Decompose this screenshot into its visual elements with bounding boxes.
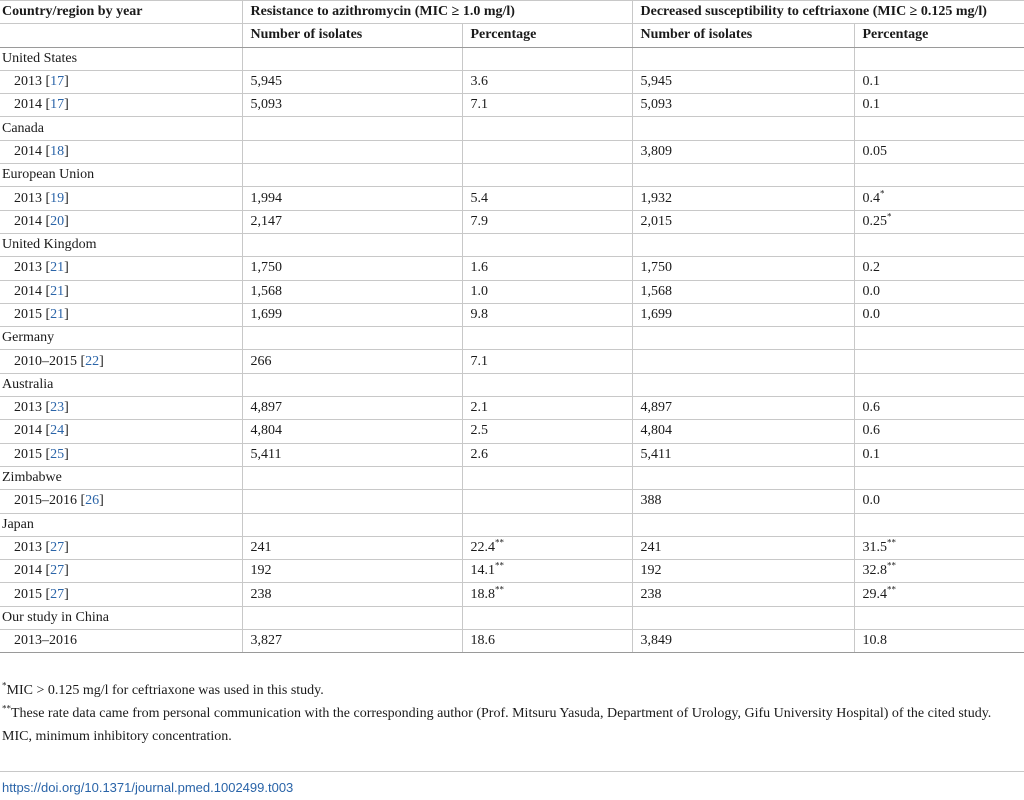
bracket: [ (42, 260, 51, 276)
percentage-value: 7.1 (470, 353, 488, 369)
ceftriaxone-percentage-cell (854, 583, 1024, 606)
azithromycin-isolates-cell: 5,411 (242, 443, 462, 466)
bracket: [ (42, 400, 51, 416)
footnote-1-text: MIC > 0.125 mg/l for ceftriaxone was used in this study. (6, 683, 324, 698)
table-body (0, 47, 1024, 653)
table-row (0, 210, 1024, 233)
footnote-mark: ** (887, 560, 896, 571)
year-text: 2015–2016 (14, 493, 77, 509)
azithromycin-percentage-cell (462, 420, 632, 443)
percentage-value: 18.8 (470, 586, 495, 602)
footnote-1 (2, 679, 1020, 702)
empty-cell (462, 606, 632, 629)
ceftriaxone-percentage-cell (854, 630, 1024, 653)
azithromycin-isolates-cell: 5,093 (242, 94, 462, 117)
ceftriaxone-isolates-cell: 4,897 (632, 397, 854, 420)
ceftriaxone-isolates-cell: 1,750 (632, 257, 854, 280)
azithromycin-percentage-cell (462, 397, 632, 420)
bracket: ] (64, 307, 69, 322)
empty-cell (854, 164, 1024, 187)
region-label: United Kingdom (0, 233, 242, 256)
bracket: ] (64, 213, 69, 229)
footnote-mark: * (887, 211, 892, 222)
bracket: [ (42, 539, 51, 555)
year-cell (0, 257, 242, 280)
footnote-2 (2, 702, 1020, 725)
bracket: ] (64, 97, 69, 113)
bracket: [ (42, 283, 51, 299)
year-cell (0, 630, 242, 653)
ceftriaxone-isolates-cell: 1,699 (632, 303, 854, 326)
percentage-value: 2.5 (470, 423, 488, 439)
percentage-value: 0.1 (862, 74, 880, 90)
azithromycin-percentage-cell (462, 536, 632, 559)
year-cell (0, 70, 242, 93)
year-text: 2013–2016 (14, 633, 77, 649)
bracket: [ (77, 493, 86, 509)
bracket: ] (64, 190, 69, 206)
footnote-mark: ** (495, 537, 504, 548)
citation-ref: 21 (50, 283, 65, 299)
azithromycin-percentage-cell (462, 280, 632, 303)
country-column-header: Country/region by year (0, 1, 242, 24)
divider (0, 771, 1024, 772)
citation-ref: 21 (50, 260, 65, 276)
bracket: [ (42, 74, 51, 90)
bracket: ] (64, 260, 69, 276)
empty-cell (462, 327, 632, 350)
table-row (0, 490, 1024, 513)
ceftriaxone-percentage-cell (854, 560, 1024, 583)
empty-cell (242, 513, 462, 536)
empty-cell (242, 373, 462, 396)
ceftriaxone-isolates-cell: 3,849 (632, 630, 854, 653)
bracket: [ (42, 446, 51, 462)
ceftriaxone-percentage-cell (854, 350, 1024, 373)
empty-cell (632, 233, 854, 256)
ceftriaxone-isolates-cell: 5,945 (632, 70, 854, 93)
azithromycin-percentage-cell (462, 210, 632, 233)
azithromycin-isolates-cell: 4,897 (242, 397, 462, 420)
azithromycin-isolates-cell: 5,945 (242, 70, 462, 93)
ceftriaxone-isolates-cell: 388 (632, 490, 854, 513)
azithromycin-percentage-cell (462, 350, 632, 373)
table-group-row (0, 606, 1024, 629)
bracket: ] (64, 74, 69, 90)
empty-header-cell (0, 24, 242, 47)
empty-cell (242, 164, 462, 187)
percentage-value: 7.9 (470, 213, 488, 229)
azithromycin-percentage-header: Percentage (462, 24, 632, 47)
percentage-value: 2.1 (470, 400, 488, 416)
year-text: 2014 (14, 563, 42, 579)
year-text: 2013 (14, 74, 42, 90)
azithromycin-percentage-cell (462, 70, 632, 93)
table-row (0, 140, 1024, 163)
citation-ref: 18 (50, 143, 65, 159)
table-row (0, 630, 1024, 653)
bracket: ] (99, 493, 104, 509)
empty-cell (242, 117, 462, 140)
bracket: [ (42, 190, 51, 206)
ceftriaxone-percentage-cell (854, 70, 1024, 93)
azithromycin-isolates-cell: 3,827 (242, 630, 462, 653)
ceftriaxone-isolates-cell (632, 350, 854, 373)
table-group-row (0, 327, 1024, 350)
bracket: ] (99, 353, 104, 369)
empty-cell (462, 164, 632, 187)
percentage-value: 29.4 (862, 586, 887, 602)
citation-ref: 27 (50, 563, 65, 579)
table-subheader-row (0, 24, 1024, 47)
percentage-value: 14.1 (470, 563, 495, 579)
bracket: ] (64, 539, 69, 555)
ceftriaxone-percentage-cell (854, 397, 1024, 420)
citation-ref: 22 (85, 353, 100, 369)
year-text: 2014 (14, 283, 42, 299)
percentage-value: 5.4 (470, 190, 488, 206)
table-group-row (0, 373, 1024, 396)
azithromycin-percentage-cell (462, 303, 632, 326)
bracket: [ (42, 213, 51, 229)
empty-cell (854, 606, 1024, 629)
region-label: Zimbabwe (0, 466, 242, 489)
ceftriaxone-isolates-cell: 2,015 (632, 210, 854, 233)
citation-ref: 26 (85, 493, 100, 509)
table-row (0, 583, 1024, 606)
year-cell (0, 187, 242, 210)
year-text: 2013 (14, 190, 42, 206)
ceftriaxone-group-header: Decreased susceptibility to ceftriaxone (MIC ≥ 0.125 mg/l) (632, 1, 1024, 24)
table-group-row (0, 233, 1024, 256)
bracket: [ (42, 143, 51, 159)
footnote-mark: ** (495, 560, 504, 571)
percentage-value: 0.0 (862, 307, 880, 322)
ceftriaxone-isolates-cell: 3,809 (632, 140, 854, 163)
year-cell (0, 303, 242, 326)
year-text: 2014 (14, 423, 42, 439)
azithromycin-percentage-cell (462, 257, 632, 280)
azithromycin-percentage-cell (462, 140, 632, 163)
citation-ref: 24 (50, 423, 65, 439)
ceftriaxone-percentage-cell (854, 210, 1024, 233)
empty-cell (462, 117, 632, 140)
year-text: 2013 (14, 400, 42, 416)
ceftriaxone-percentage-cell (854, 420, 1024, 443)
year-text: 2015 (14, 307, 42, 322)
percentage-value: 3.6 (470, 74, 488, 90)
ceftriaxone-isolates-cell: 4,804 (632, 420, 854, 443)
empty-cell (462, 233, 632, 256)
ceftriaxone-isolates-cell: 238 (632, 583, 854, 606)
empty-cell (242, 606, 462, 629)
azithromycin-percentage-cell (462, 443, 632, 466)
bracket: [ (77, 353, 86, 369)
percentage-value: 7.1 (470, 97, 488, 113)
empty-cell (854, 327, 1024, 350)
citation-ref: 19 (50, 190, 65, 206)
azithromycin-percentage-cell (462, 187, 632, 210)
empty-cell (462, 373, 632, 396)
ceftriaxone-percentage-header: Percentage (854, 24, 1024, 47)
citation-ref: 27 (50, 539, 65, 555)
percentage-value: 2.6 (470, 446, 488, 462)
bracket: ] (64, 400, 69, 416)
region-label: European Union (0, 164, 242, 187)
region-label: Canada (0, 117, 242, 140)
year-cell (0, 350, 242, 373)
empty-cell (632, 164, 854, 187)
doi-link[interactable]: https://doi.org/10.1371/journal.pmed.1002499.t003 (2, 780, 294, 795)
azithromycin-isolates-cell: 238 (242, 583, 462, 606)
abbreviation-note: MIC, minimum inhibitory concentration. (2, 729, 232, 744)
percentage-value: 0.1 (862, 446, 880, 462)
citation-ref: 21 (50, 307, 65, 322)
percentage-value: 1.0 (470, 283, 488, 299)
region-label: Our study in China (0, 606, 242, 629)
year-cell (0, 443, 242, 466)
percentage-value: 31.5 (862, 539, 887, 555)
ceftriaxone-isolates-cell: 5,093 (632, 94, 854, 117)
table-row (0, 350, 1024, 373)
bracket: ] (64, 143, 69, 159)
ceftriaxone-isolates-cell: 1,932 (632, 187, 854, 210)
table-row (0, 397, 1024, 420)
table-group-row (0, 117, 1024, 140)
bracket: [ (42, 563, 51, 579)
azithromycin-group-header: Resistance to azithromycin (MIC ≥ 1.0 mg/l) (242, 1, 632, 24)
empty-cell (854, 373, 1024, 396)
azithromycin-isolates-cell: 4,804 (242, 420, 462, 443)
azithromycin-isolates-cell (242, 490, 462, 513)
percentage-value: 10.8 (862, 633, 887, 649)
table-group-row (0, 164, 1024, 187)
table-row (0, 420, 1024, 443)
ceftriaxone-percentage-cell (854, 280, 1024, 303)
bracket: ] (64, 446, 69, 462)
citation-ref: 17 (50, 74, 65, 90)
bracket: [ (42, 586, 51, 602)
year-text: 2014 (14, 143, 42, 159)
azithromycin-isolates-cell: 1,994 (242, 187, 462, 210)
year-text: 2015 (14, 586, 42, 602)
ceftriaxone-isolates-cell: 1,568 (632, 280, 854, 303)
empty-cell (632, 466, 854, 489)
ceftriaxone-percentage-cell (854, 140, 1024, 163)
percentage-value: 18.6 (470, 633, 495, 649)
year-cell (0, 210, 242, 233)
table-footnotes (2, 679, 1020, 748)
empty-cell (242, 466, 462, 489)
table-group-row (0, 466, 1024, 489)
year-cell (0, 94, 242, 117)
region-label: United States (0, 47, 242, 70)
percentage-value: 0.05 (862, 143, 887, 159)
percentage-value: 0.6 (862, 400, 880, 416)
empty-cell (632, 47, 854, 70)
bracket: [ (42, 97, 51, 113)
table-row (0, 257, 1024, 280)
azithromycin-percentage-cell (462, 560, 632, 583)
azithromycin-isolates-cell: 1,568 (242, 280, 462, 303)
year-cell (0, 490, 242, 513)
bracket: ] (64, 283, 69, 299)
azithromycin-isolates-cell: 241 (242, 536, 462, 559)
percentage-value: 0.2 (862, 260, 880, 276)
region-label: Germany (0, 327, 242, 350)
bracket: ] (64, 563, 69, 579)
footnote-1-mark: * (2, 680, 7, 691)
year-text: 2015 (14, 446, 42, 462)
empty-cell (242, 327, 462, 350)
year-cell (0, 280, 242, 303)
year-cell (0, 583, 242, 606)
year-text: 2010–2015 (14, 353, 77, 369)
azithromycin-isolates-cell (242, 140, 462, 163)
empty-cell (632, 327, 854, 350)
empty-cell (632, 513, 854, 536)
ceftriaxone-percentage-cell (854, 303, 1024, 326)
bracket: [ (42, 307, 51, 322)
table-header-row (0, 1, 1024, 24)
year-cell (0, 536, 242, 559)
citation-ref: 17 (50, 97, 65, 113)
azithromycin-isolates-cell: 266 (242, 350, 462, 373)
azithromycin-isolates-cell: 1,750 (242, 257, 462, 280)
percentage-value: 0.0 (862, 493, 880, 509)
citation-ref: 23 (50, 400, 65, 416)
citation-ref: 20 (50, 213, 65, 229)
footnote-2-mark: ** (2, 703, 11, 714)
footnote-mark: ** (887, 583, 896, 594)
ceftriaxone-percentage-cell (854, 443, 1024, 466)
empty-cell (632, 373, 854, 396)
percentage-value: 0.25 (862, 213, 887, 229)
percentage-value: 0.6 (862, 423, 880, 439)
year-text: 2014 (14, 213, 42, 229)
table-group-row (0, 47, 1024, 70)
bracket: ] (64, 586, 69, 602)
footnote-2-text: These rate data came from personal communication with the corresponding author (Prof. Mitsuru Yasuda, Department of Urology, Gifu University Hospital) of the cited study. (11, 706, 992, 721)
year-text: 2013 (14, 260, 42, 276)
region-label: Australia (0, 373, 242, 396)
year-cell (0, 420, 242, 443)
table-group-row (0, 513, 1024, 536)
azithromycin-percentage-cell (462, 94, 632, 117)
azithromycin-isolates-cell: 1,699 (242, 303, 462, 326)
empty-cell (242, 47, 462, 70)
azithromycin-isolates-cell: 192 (242, 560, 462, 583)
percentage-value: 9.8 (470, 307, 488, 322)
ceftriaxone-isolates-header: Number of isolates (632, 24, 854, 47)
percentage-value: 0.0 (862, 283, 880, 299)
empty-cell (462, 47, 632, 70)
empty-cell (854, 513, 1024, 536)
empty-cell (632, 117, 854, 140)
table-row (0, 187, 1024, 210)
ceftriaxone-percentage-cell (854, 187, 1024, 210)
azithromycin-isolates-cell: 2,147 (242, 210, 462, 233)
empty-cell (242, 233, 462, 256)
year-cell (0, 560, 242, 583)
empty-cell (854, 466, 1024, 489)
table-row (0, 560, 1024, 583)
ceftriaxone-isolates-cell: 192 (632, 560, 854, 583)
table-row (0, 70, 1024, 93)
ceftriaxone-percentage-cell (854, 490, 1024, 513)
footnote-mark: ** (495, 583, 504, 594)
year-text: 2014 (14, 97, 42, 113)
azithromycin-percentage-cell (462, 630, 632, 653)
table-row (0, 94, 1024, 117)
bracket: ] (64, 423, 69, 439)
percentage-value: 1.6 (470, 260, 488, 276)
ceftriaxone-isolates-cell: 5,411 (632, 443, 854, 466)
table-row (0, 303, 1024, 326)
empty-cell (462, 513, 632, 536)
ceftriaxone-isolates-cell: 241 (632, 536, 854, 559)
year-text: 2013 (14, 539, 42, 555)
region-label: Japan (0, 513, 242, 536)
empty-cell (632, 606, 854, 629)
table-row (0, 536, 1024, 559)
empty-cell (462, 466, 632, 489)
percentage-value: 32.8 (862, 563, 887, 579)
footnote-mark: * (880, 187, 885, 198)
citation-ref: 25 (50, 446, 65, 462)
percentage-value: 0.4 (862, 190, 880, 206)
azithromycin-percentage-cell (462, 490, 632, 513)
percentage-value: 22.4 (470, 539, 495, 555)
citation-ref: 27 (50, 586, 65, 602)
footnote-mark: ** (887, 537, 896, 548)
ceftriaxone-percentage-cell (854, 257, 1024, 280)
empty-cell (854, 117, 1024, 140)
ceftriaxone-percentage-cell (854, 94, 1024, 117)
bracket: [ (42, 423, 51, 439)
ceftriaxone-percentage-cell (854, 536, 1024, 559)
table-row (0, 443, 1024, 466)
year-cell (0, 397, 242, 420)
percentage-value: 0.1 (862, 97, 880, 113)
empty-cell (854, 233, 1024, 256)
azithromycin-isolates-header: Number of isolates (242, 24, 462, 47)
azithromycin-percentage-cell (462, 583, 632, 606)
table-row (0, 280, 1024, 303)
empty-cell (854, 47, 1024, 70)
year-cell (0, 140, 242, 163)
